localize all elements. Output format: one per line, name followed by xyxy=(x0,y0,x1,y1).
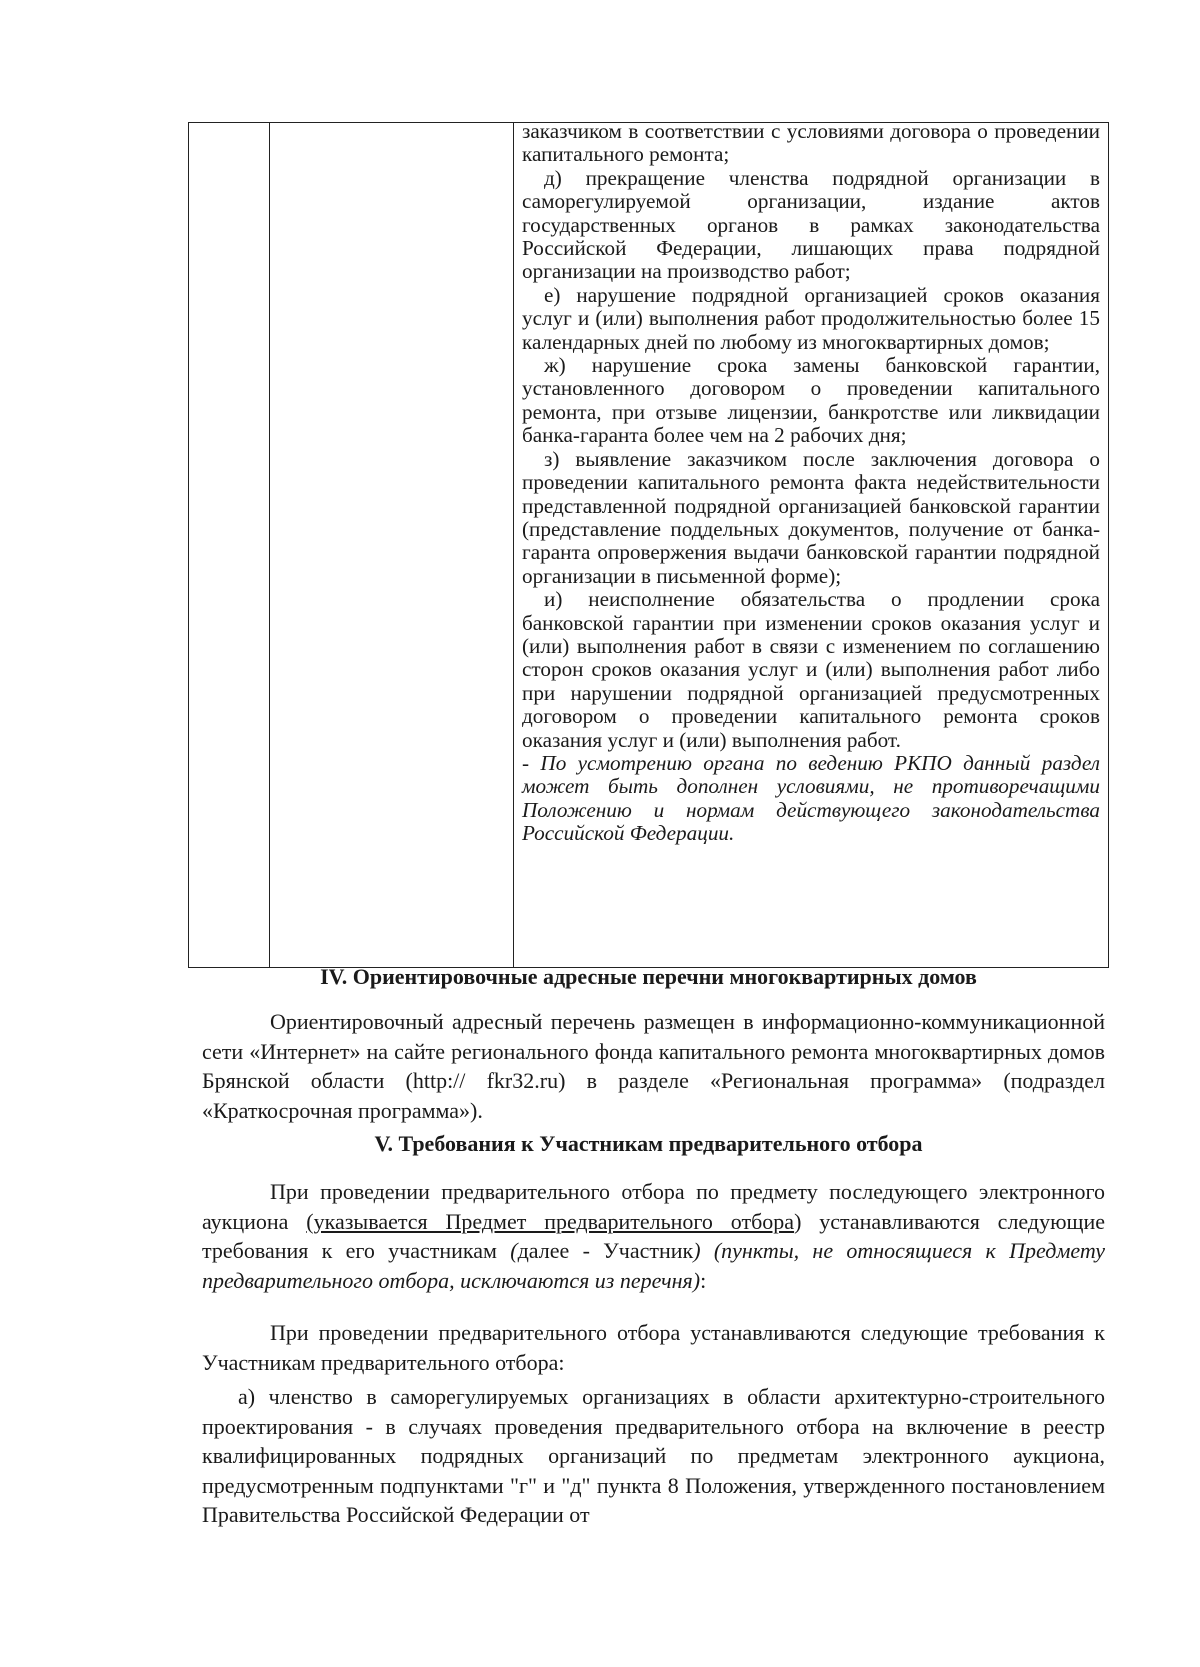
text-run: : xyxy=(700,1267,707,1293)
table-column-divider-1 xyxy=(269,123,270,967)
table-cell-line: заказчиком в соответствии с условиями договора о проведении капитального ремонта; xyxy=(522,119,1100,167)
text-run-underlined: (указывается Предмет предварительного отбора xyxy=(306,1208,795,1234)
text-run: далее - Участник xyxy=(517,1238,694,1263)
table-cell-note: - По усмотрению органа по ведению РКПО данный раздел может быть дополнен условиями, не противоречащими Положению и нормам действующего законодательства Российской Федерации. xyxy=(522,750,1100,846)
table-column-divider-2 xyxy=(513,123,514,967)
table-cell-line: ж) нарушение срока замены банковской гарантии, установленного договором о проведении капитального ремонта, при отзыве лицензии, банкротстве или ликвидации банка-гаранта более чем на 2 рабочих дня; xyxy=(522,353,1100,448)
table-cell-line: е) нарушение подрядной организацией сроков оказания услуг и (или) выполнения работ продолжительностью более 15 календарных дней по любому из многоквартирных домов; xyxy=(522,282,1100,354)
section-5-paragraph-2: При проведении предварительного отбора устанавливаются следующие требования к Участникам предварительного отбора: xyxy=(202,1320,1105,1375)
text-run-italic: ) (пункты, не относящиеся к Предмету предварительного отбора, исключаются из перечня) xyxy=(202,1238,1105,1293)
section-4-heading: IV. Ориентировочные адресные перечни многоквартирных домов xyxy=(320,964,977,989)
section-5-paragraph-1 xyxy=(202,1177,1105,1295)
text-run: При проведении предварительного отбора по предмету последующего электронного аукциона xyxy=(202,1179,1105,1234)
section-5-heading: V. Требования к Участникам предварительного отбора xyxy=(374,1131,923,1156)
table-cell-line: д) прекращение членства подрядной организации в саморегулируемой организации, издание актов государственных органов в рамках законодательства Российской Федерации, лишающих права подрядной организации на производство работ; xyxy=(522,165,1100,284)
section-5-paragraph-3: а) членство в саморегулируемых организациях в области архитектурно-строительного проектирования - в случаях проведения предварительного отбора на включение в реестр квалифицированных подрядных организаций по предметам электронного аукциона, предусмотренным подпунктами "г" и "д" пункта 8 Положения, утвержденного постановлением Правительства Российской Федерации от xyxy=(202,1384,1105,1527)
text-run-italic: ( xyxy=(510,1238,518,1263)
table-cell-line: з) выявление заказчиком после заключения договора о проведении капитального ремонта факта недействительности представленной подрядной организацией банковской гарантии (представление поддельных документов, получение от банка-гаранта опровержения выдачи банковской гарантии подрядной организации в письменной форме); xyxy=(522,446,1100,588)
table-cell-termination-grounds xyxy=(522,120,1100,846)
section-4-paragraph: Ориентировочный адресный перечень размещен в информационно-коммуникационной сети «Интернет» на сайте регионального фонда капитального ремонта многоквартирных домов Брянской области (http:// fkr32.ru) в разделе «Региональная программа» (подраздел «Краткосрочная программа»). xyxy=(202,1009,1105,1123)
requirements-table-fragment xyxy=(188,119,1109,968)
text-run: ) устанавливаются следующие требования к его участникам xyxy=(202,1208,1106,1263)
table-cell-line: и) неисполнение обязательства о продлении срока банковской гарантии при изменении сроков оказания услуг и (или) выполнения работ в связи с изменением по соглашению сторон сроков оказания услуг и (или) выполнения работ либо при нарушении подрядной организацией предусмотренных договором о проведении капитального ремонта сроков оказания услуг и (или) выполнения работ. xyxy=(522,587,1100,752)
